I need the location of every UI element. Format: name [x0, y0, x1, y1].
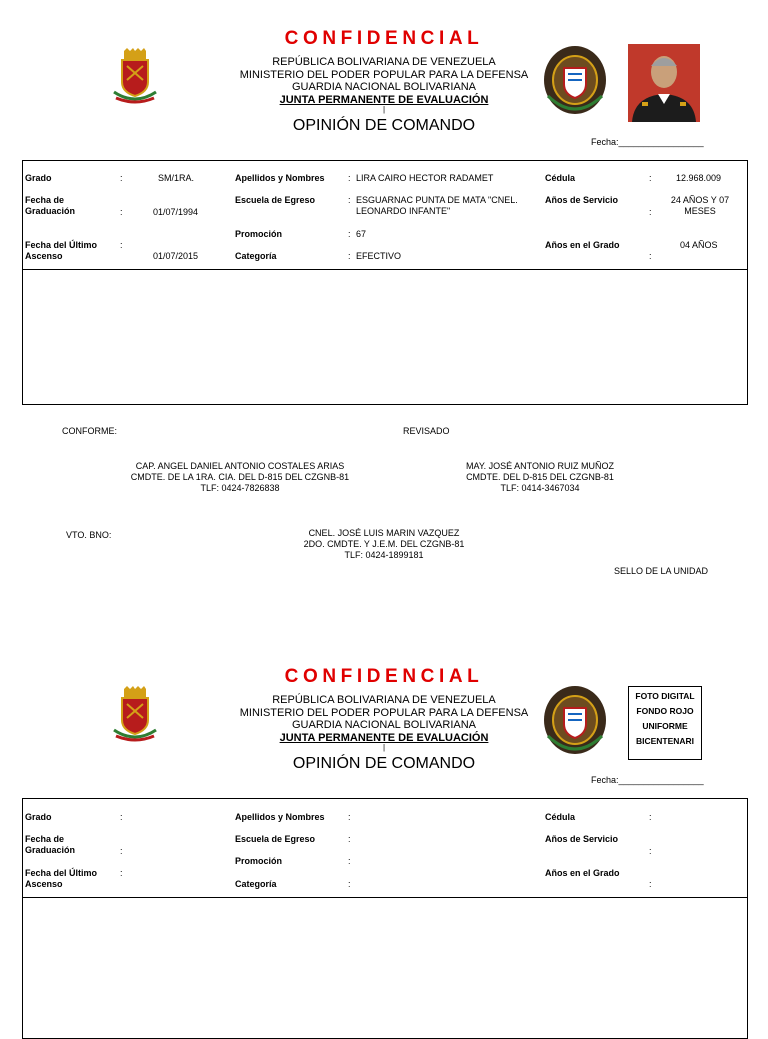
promocion-colon: :	[348, 229, 351, 239]
profile-photo	[628, 44, 700, 122]
header-line-4: JUNTA PERMANENTE DE EVALUACIÓN	[279, 731, 489, 744]
fecha-graduacion-colon: :	[120, 846, 123, 856]
categoria-colon: :	[348, 879, 351, 889]
cedula-colon: :	[649, 173, 652, 183]
apellidos-value: LIRA CAIRO HECTOR RADAMET	[356, 173, 494, 183]
header-line-1: REPÚBLICA BOLIVARIANA DE VENEZUELA	[272, 694, 496, 706]
signature-3-role: 2DO. CMDTE. Y J.E.M. DEL CZGNB-81	[303, 539, 465, 549]
conforme-label: CONFORME:	[62, 426, 117, 436]
grado-label: Grado	[25, 173, 52, 183]
signature-1-name: CAP. ANGEL DANIEL ANTONIO COSTALES ARIAS	[135, 461, 345, 471]
escuela-value: ESGUARNAC PUNTA DE MATA "CNEL. LEONARDO INFANTE"	[356, 195, 518, 216]
institution-header	[204, 694, 564, 752]
anios-grado-colon: :	[649, 879, 652, 889]
opinion-box[interactable]	[22, 269, 748, 405]
fecha-graduacion-colon: :	[120, 207, 123, 217]
promocion-label: Promoción	[235, 856, 283, 866]
junta-badge-icon	[542, 684, 608, 756]
coat-of-arms-icon	[112, 686, 158, 744]
anios-servicio-colon: :	[649, 207, 652, 217]
coat-of-arms-icon	[112, 48, 158, 106]
categoria-label: Categoría	[235, 879, 277, 889]
photo-placeholder-line-4: BICENTENARI	[635, 736, 695, 746]
fecha-graduacion-label: Fecha de Graduación	[25, 195, 76, 216]
page-title: OPINIÓN DE COMANDO	[292, 117, 476, 134]
anios-servicio-colon: :	[649, 846, 652, 856]
revisado-label: REVISADO	[403, 426, 450, 436]
personal-data-box	[22, 798, 748, 899]
categoria-colon: :	[348, 251, 351, 261]
photo-placeholder-line-1: FOTO DIGITAL	[635, 691, 695, 701]
confidencial-heading: CONFIDENCIAL	[284, 666, 484, 687]
promocion-label: Promoción	[235, 229, 283, 239]
header-line-1: REPÚBLICA BOLIVARIANA DE VENEZUELA	[272, 56, 496, 68]
page-title: OPINIÓN DE COMANDO	[292, 755, 476, 772]
signature-1-phone: TLF: 0424-7826838	[200, 483, 280, 493]
signature-2-role: CMDTE. DEL D-815 DEL CZGNB-81	[466, 472, 614, 482]
vto-bno-label: VTO. BNO:	[66, 530, 112, 540]
fecha-ultimo-ascenso-value: 01/07/2015	[153, 251, 199, 261]
categoria-value: EFECTIVO	[356, 251, 402, 261]
signature-2-name: MAY. JOSÉ ANTONIO RUIZ MUÑOZ	[465, 461, 615, 471]
photo-placeholder-line-3: UNIFORME	[642, 721, 688, 731]
junta-badge-icon	[542, 44, 608, 116]
escuela-label: Escuela de Egreso	[235, 834, 316, 844]
header-bar: |	[382, 743, 386, 753]
fecha-ultimo-ascenso-colon: :	[120, 240, 123, 250]
signature-1-role: CMDTE. DE LA 1RA. CIA. DEL D-815 DEL CZGNB-81	[130, 472, 350, 482]
fecha-ultimo-ascenso-colon: :	[120, 868, 123, 878]
photo-placeholder-line-2: FONDO ROJO	[636, 706, 694, 716]
escuela-colon: :	[348, 834, 351, 844]
grado-value: SM/1RA.	[158, 173, 195, 183]
anios-grado-colon: :	[649, 251, 652, 261]
institution-header	[204, 56, 564, 114]
header-line-3: GUARDIA NACIONAL BOLIVARIANA	[292, 81, 476, 94]
cedula-label: Cédula	[545, 173, 576, 183]
fecha-field: Fecha:_________________	[591, 775, 704, 785]
apellidos-colon: :	[348, 812, 351, 822]
header-line-4: JUNTA PERMANENTE DE EVALUACIÓN	[279, 93, 489, 106]
header-line-2: MINISTERIO DEL PODER POPULAR PARA LA DEFENSA	[239, 706, 529, 719]
fecha-ultimo-ascenso-label: Fecha del Último Ascenso	[25, 868, 98, 889]
grado-label: Grado	[25, 812, 52, 822]
cedula-colon: :	[649, 812, 652, 822]
categoria-label: Categoría	[235, 251, 277, 261]
fecha-graduacion-value: 01/07/1994	[153, 207, 199, 217]
fecha-ultimo-ascenso-label: Fecha del Último Ascenso	[25, 240, 98, 261]
fecha-graduacion-label: Fecha de Graduación	[25, 834, 76, 855]
apellidos-label: Apellidos y Nombres	[235, 173, 325, 183]
anios-servicio-value: 24 AÑOS Y 07 MESES	[670, 195, 730, 216]
promocion-value: 67	[356, 229, 367, 239]
header-line-2: MINISTERIO DEL PODER POPULAR PARA LA DEFENSA	[239, 68, 529, 81]
opinion-box[interactable]	[22, 897, 748, 1039]
signature-block-3	[254, 528, 514, 561]
anios-servicio-label: Años de Servicio	[545, 834, 619, 844]
apellidos-colon: :	[348, 173, 351, 183]
signature-3-name: CNEL. JOSÉ LUIS MARIN VAZQUEZ	[308, 528, 460, 538]
escuela-colon: :	[348, 195, 351, 205]
fecha-field: Fecha:_________________	[591, 137, 704, 147]
signature-block-2	[410, 461, 670, 494]
anios-grado-label: Años en el Grado	[545, 868, 620, 878]
sello-label: SELLO DE LA UNIDAD	[614, 566, 709, 576]
signature-2-phone: TLF: 0414-3467034	[500, 483, 580, 493]
promocion-colon: :	[348, 856, 351, 866]
header-bar: |	[382, 105, 386, 115]
photo-placeholder	[628, 686, 702, 760]
anios-servicio-label: Años de Servicio	[545, 195, 619, 205]
grado-colon: :	[120, 173, 123, 183]
anios-grado-value: 04 AÑOS	[680, 240, 718, 250]
confidencial-heading: CONFIDENCIAL	[284, 28, 484, 49]
signature-block-1	[100, 461, 380, 494]
apellidos-label: Apellidos y Nombres	[235, 812, 325, 822]
cedula-value: 12.968.009	[676, 173, 722, 183]
cedula-label: Cédula	[545, 812, 576, 822]
header-line-3: GUARDIA NACIONAL BOLIVARIANA	[292, 719, 476, 732]
escuela-label: Escuela de Egreso	[235, 195, 316, 205]
anios-grado-label: Años en el Grado	[545, 240, 620, 250]
signature-3-phone: TLF: 0424-1899181	[344, 550, 424, 560]
grado-colon: :	[120, 812, 123, 822]
